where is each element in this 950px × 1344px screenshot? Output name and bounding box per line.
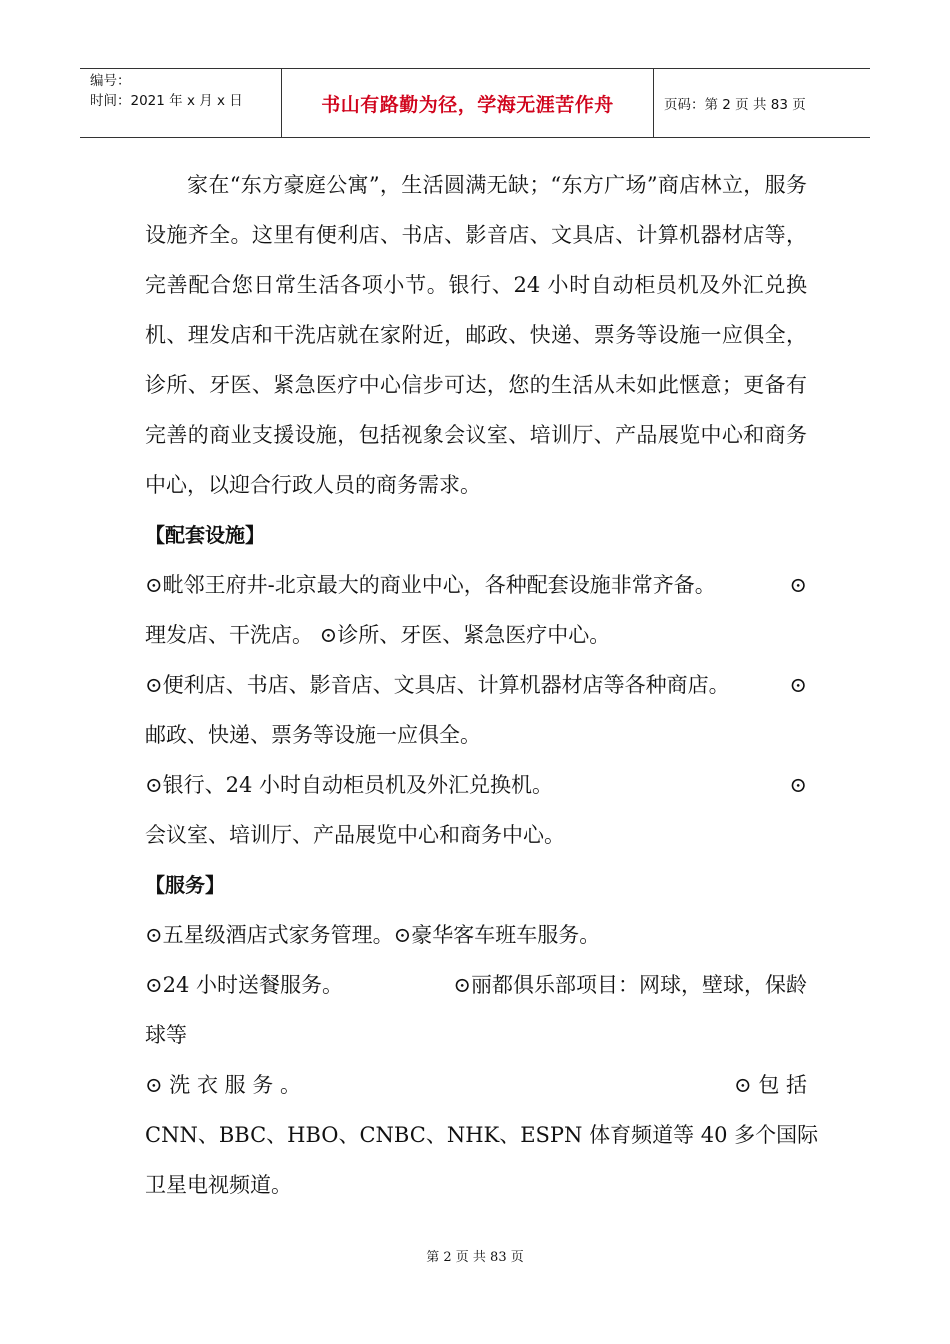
service-line [145, 960, 807, 1010]
page-header [80, 68, 870, 138]
service-line: ⊙五星级酒店式家务管理。⊙豪华客车班车服务。 [145, 923, 601, 947]
service-line-left: ⊙24 小时送餐服务。 [145, 973, 343, 997]
service-line-right: ⊙ 包 括 [734, 1073, 807, 1097]
facility-line-left: ⊙银行、24 小时自动柜员机及外汇兑换机。 [145, 773, 553, 797]
header-motto: 书山有路勤为径，学海无涯苦作舟 [321, 93, 614, 116]
service-line: 卫星电视频道。 [145, 1173, 292, 1197]
services-heading: 【服务】 [145, 873, 225, 897]
header-motto-cell [282, 69, 654, 137]
service-line [145, 1060, 807, 1110]
document-body [145, 160, 819, 1210]
service-line-left: ⊙ 洗 衣 服 务 。 [145, 1073, 301, 1097]
facility-line-left: ⊙便利店、书店、影音店、文具店、计算机器材店等各种商店。 [145, 673, 730, 697]
service-line-right: ⊙丽都俱乐部项目：网球，壁球，保龄 [453, 973, 807, 997]
facility-line: 理发店、干洗店。 ⊙诊所、牙医、紧急医疗中心。 [145, 623, 611, 647]
facility-line [145, 560, 807, 610]
service-line: CNN、BBC、HBO、CNBC、NHK、ESPN 体育频道等 40 多个国际 [145, 1123, 819, 1147]
facility-line-right: ⊙ [789, 673, 807, 697]
facility-line [145, 760, 807, 810]
number-label: 编号： [90, 73, 131, 89]
service-line: 球等 [145, 1023, 187, 1047]
page-footer: 第 2 页 共 83 页 [426, 1250, 524, 1265]
facility-line-right: ⊙ [789, 573, 807, 597]
facility-line: 邮政、快递、票务等设施一应俱全。 [145, 723, 481, 747]
facility-line-right: ⊙ [789, 773, 807, 797]
time-label: 时间：2021 年 x 月 x 日 [90, 93, 243, 109]
intro-paragraph: 家在“东方豪庭公寓”，生活圆满无缺；“东方广场”商店林立，服务设施齐全。这里有便利店、书店、影音店、文具店、计算机器材店等，完善配合您日常生活各项小节。银行、24 小时自动柜员机及外汇兑换机、理发店和干洗店就在家附近，邮政、快递、票务等设施一应俱全，诊所、牙医、紧急医疗中心信步可达，您的生活从未如此惬意；更备有完善的商业支援设施，包括视象会议室、培训厅、产品展览中心和商务中心，以迎合行政人员的商务需求。 [145, 173, 807, 497]
header-page-info-cell [654, 69, 870, 137]
facility-line-left: ⊙毗邻王府井-北京最大的商业中心，各种配套设施非常齐备。 [145, 573, 716, 597]
facility-line [145, 660, 807, 710]
header-meta [80, 69, 282, 137]
header-page-info: 页码：第 2 页 共 83 页 [664, 97, 806, 113]
facility-line: 会议室、培训厅、产品展览中心和商务中心。 [145, 823, 565, 847]
facilities-heading: 【配套设施】 [145, 523, 265, 547]
